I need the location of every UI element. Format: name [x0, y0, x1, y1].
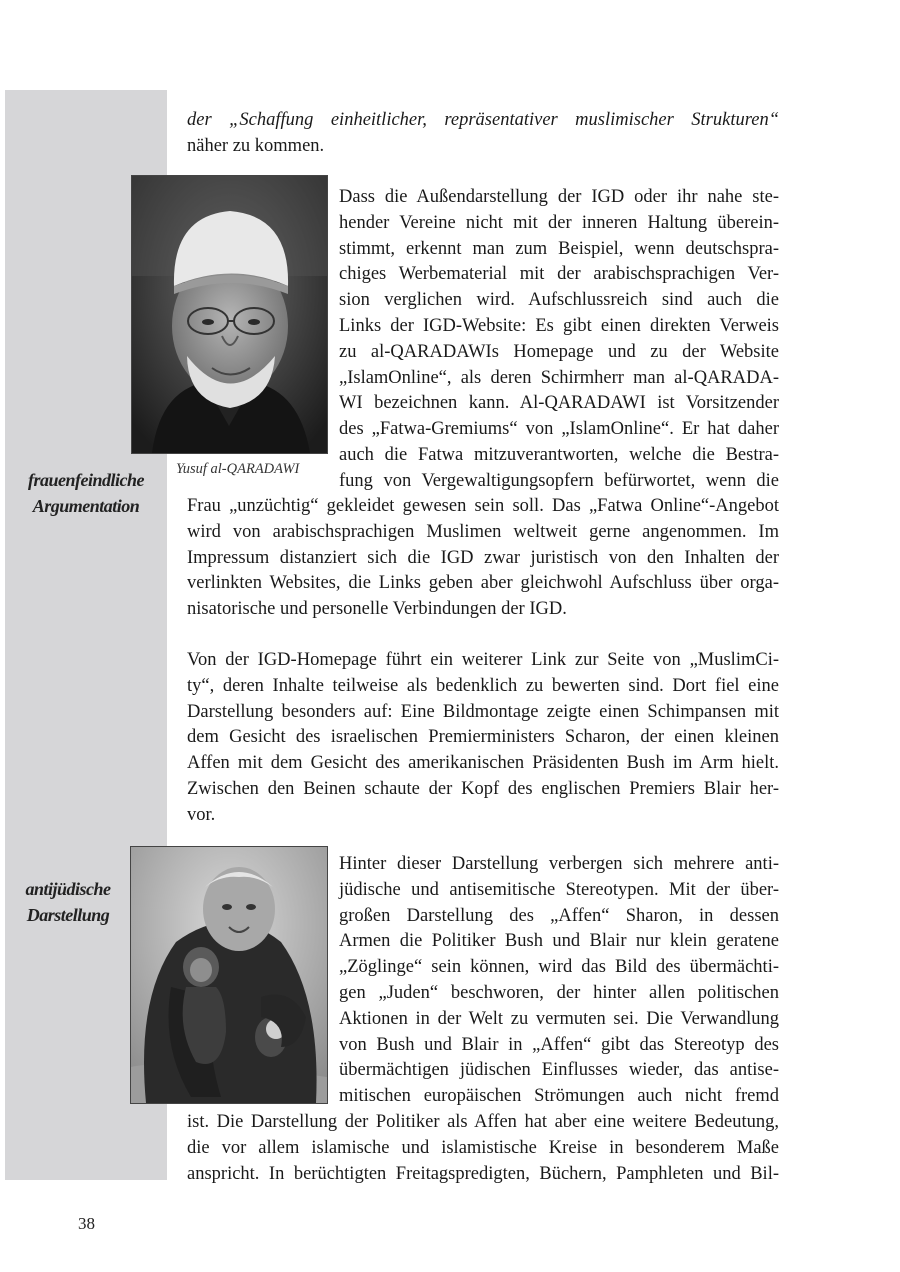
margin-note-antijuedische: antijüdische Darstellung — [25, 879, 111, 925]
para0-line-0: der „Schaffung einheitlicher, repräsentativer muslimischer Strukturen“ — [187, 110, 779, 130]
portrait-illustration — [132, 176, 327, 453]
para0-line-1: näher zu kommen. — [187, 135, 325, 156]
portrait-photo-qaradawi — [131, 175, 328, 454]
paragraph-1-narrow: Dass die Außendarstellung der IGD oder ihr nahe ste- hender Vereine nicht mit der inneren Haltung überein- stimmt, erkennt man zum Beispiel, wenn deutschspra- chiges Werbematerial mit der arabischsprachigen Ver- sion verglichen wird. Aufschlussreich sind auch die Links der IGD-Website: Es gibt einen direkten Verweis zu al-QARADAWIs Homepage und zu der Website „IslamOnline“, als deren Schirmherr man al-QARADA- WI bezeichnen kann. Al-QARADAWI ist Vorsitzender des „Fatwa-Gremiums“ von „IslamOnline“. Er hat daher auch die Fatwa mitzuverantworten, welche die Bestra- fung von Vergewaltigungsopfern befürwortet, wenn die — [339, 187, 779, 491]
paragraph-1-wide: Frau „unzüchtig“ gekleidet gewesen sein soll. Das „Fatwa Online“-Angebot wird von arabischsprachigen Muslimen weltweit gerne angenommen. Im Impressum distanziert sich die IGD zwar juristisch von den Inhalten der verlinkten Websites, die Links geben aber gleichwohl Aufschluss über orga- nisatorische und personelle Verbindungen der IGD. — [187, 496, 779, 620]
margin-note-frauenfeindliche: frauenfeindliche Argumentation — [28, 470, 144, 516]
photo-caption-qaradawi: Yusuf al-QARADAWI — [176, 461, 300, 477]
montage-photo-chimpanzee — [130, 846, 328, 1104]
page-number: 38 — [78, 1214, 95, 1233]
paragraph-3-wide: ist. Die Darstellung der Politiker als Affen hat aber eine weitere Bedeutung, die vor allem islamische und islamistische Kreise in besonderem Maße anspricht. In berüchtigten Freitagspredigten, Büchern, Pamphleten und Bil- — [187, 1112, 779, 1184]
paragraph-intro — [187, 108, 779, 160]
paragraph-3-narrow: Hinter dieser Darstellung verbergen sich mehrere anti- jüdische und antisemitische Stereotypen. Mit der über- großen Darstellung des „Affen“ Sharon, in dessen Armen die Politiker Bush und Blair nur klein geratene „Zöglinge“ sein können, wird das Bild des übermächti- gen „Juden“ beschworen, der hinter allen politischen Aktionen in der Welt zu vermuten sei. Die Verwandlung von Bush und Blair in „Affen“ gibt das Stereotyp des übermächtigen jüdischen Einflusses wieder, das antise- mitischen europäischen Strömungen auch nicht fremd — [339, 854, 779, 1107]
montage-illustration — [131, 847, 327, 1103]
paragraph-2: Von der IGD-Homepage führt ein weiterer Link zur Seite von „MuslimCi- ty“, deren Inhalte teilweise als bedenklich zu bewerten sind. Dort fiel eine Darstellung besonders auf: Eine Bildmontage zeigte einen Schimpansen mit dem Gesicht des israelischen Premierministers Scharon, der einen kleinen Affen mit dem Gesicht des amerikanischen Präsidenten Bush im Arm hielt. Zwischen den Beinen schaute der Kopf des englischen Premiers Blair her- vor. — [187, 650, 779, 825]
